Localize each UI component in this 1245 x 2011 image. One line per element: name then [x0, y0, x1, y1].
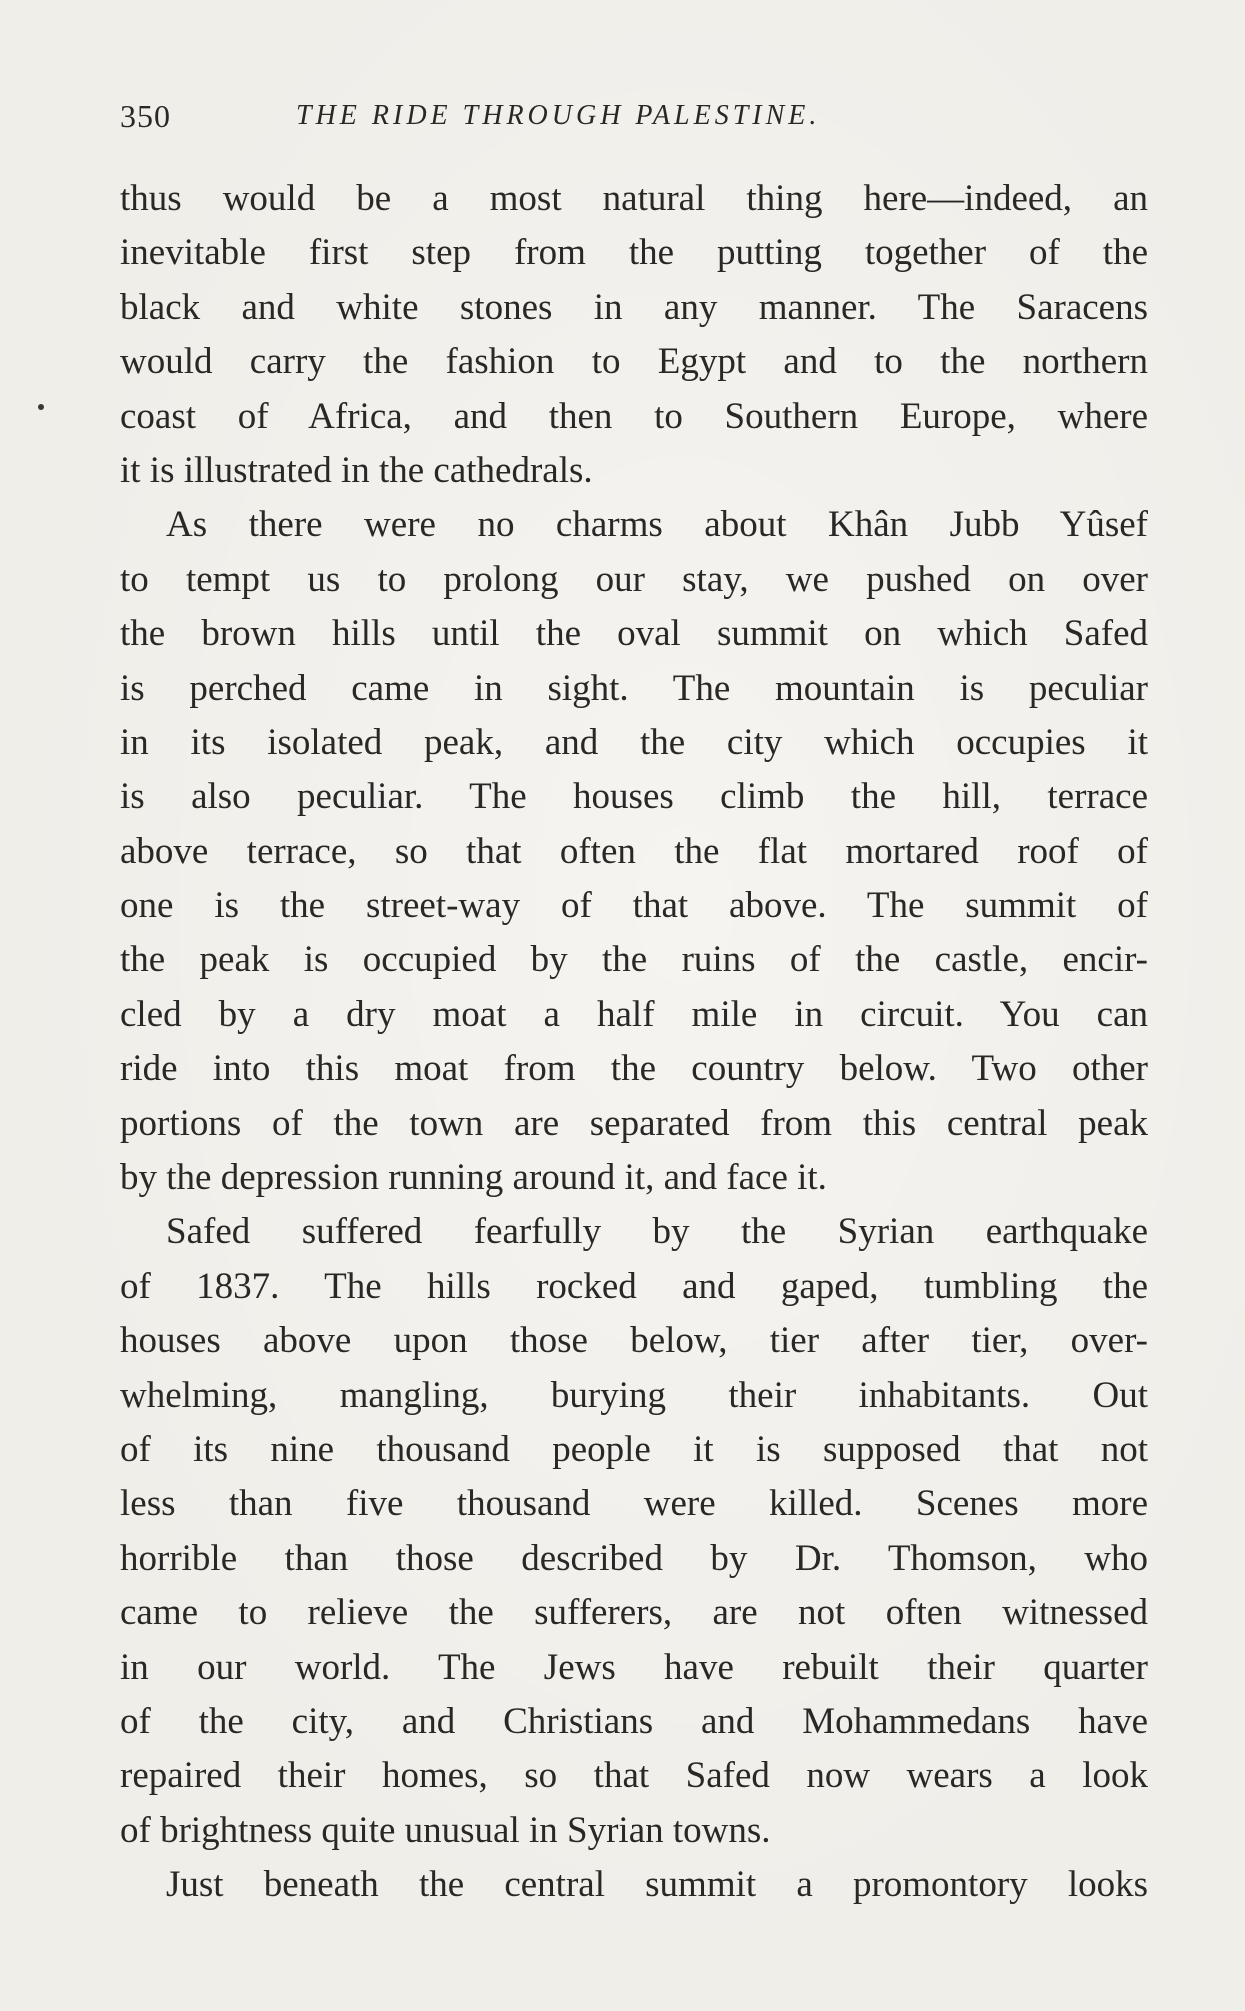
text-line: would carry the fashion to Egypt and to the northern — [120, 341, 1148, 383]
running-head: THE RIDE THROUGH PALESTINE. — [296, 100, 821, 131]
text-line: houses above upon those below, tier after tier, over- — [120, 1320, 1148, 1362]
paragraph-start-line: Just beneath the central summit a promontory looks — [166, 1864, 1148, 1906]
text-line: inevitable first step from the putting together of the — [120, 232, 1148, 274]
text-line: in its isolated peak, and the city which occupies it — [120, 721, 1148, 763]
text-line: whelming, mangling, burying their inhabitants. Out — [120, 1374, 1148, 1416]
text-line: above terrace, so that often the flat mortared roof of — [120, 830, 1148, 872]
text-line: in our world. The Jews have rebuilt their quarter — [120, 1646, 1148, 1688]
text-line: the peak is occupied by the ruins of the castle, encir- — [120, 939, 1148, 981]
margin-mark — [38, 404, 44, 410]
text-line: of brightness quite unusual in Syrian towns. — [120, 1809, 771, 1851]
text-line: one is the street-way of that above. The summit of — [120, 885, 1148, 927]
text-line: is also peculiar. The houses climb the hill, terrace — [120, 776, 1148, 818]
text-line: less than five thousand were killed. Scenes more — [120, 1483, 1148, 1525]
text-line: to tempt us to prolong our stay, we pushed on over — [120, 558, 1148, 600]
text-line: of the city, and Christians and Mohammedans have — [120, 1700, 1148, 1742]
text-line: is perched came in sight. The mountain is peculiar — [120, 667, 1148, 709]
text-line: thus would be a most natural thing here—indeed, an — [120, 178, 1148, 219]
text-line: black and white stones in any manner. The Saracens — [120, 286, 1148, 328]
text-line: ride into this moat from the country below. Two other — [120, 1048, 1148, 1090]
text-line: horrible than those described by Dr. Thomson, who — [120, 1537, 1148, 1579]
text-line: repaired their homes, so that Safed now wears a look — [120, 1755, 1148, 1797]
body-text — [120, 172, 1148, 1913]
page-number: 350 — [120, 98, 171, 134]
text-line: portions of the town are separated from this central peak — [120, 1102, 1148, 1144]
text-line: of its nine thousand people it is supposed that not — [120, 1428, 1148, 1470]
text-line: it is illustrated in the cathedrals. — [120, 449, 593, 491]
text-line: came to relieve the sufferers, are not often witnessed — [120, 1592, 1148, 1634]
text-line: the brown hills until the oval summit on which Safed — [120, 613, 1148, 655]
text-line: cled by a dry moat a half mile in circuit. You can — [120, 993, 1148, 1035]
text-line: of 1837. The hills rocked and gaped, tumbling the — [120, 1265, 1148, 1307]
paragraph-start-line: Safed suffered fearfully by the Syrian earthquake — [166, 1211, 1148, 1253]
paragraph-start-line: As there were no charms about Khân Jubb Yûsef — [166, 504, 1148, 546]
text-line: coast of Africa, and then to Southern Europe, where — [120, 395, 1148, 437]
text-line: by the depression running around it, and face it. — [120, 1157, 827, 1199]
page-header — [120, 98, 1150, 138]
